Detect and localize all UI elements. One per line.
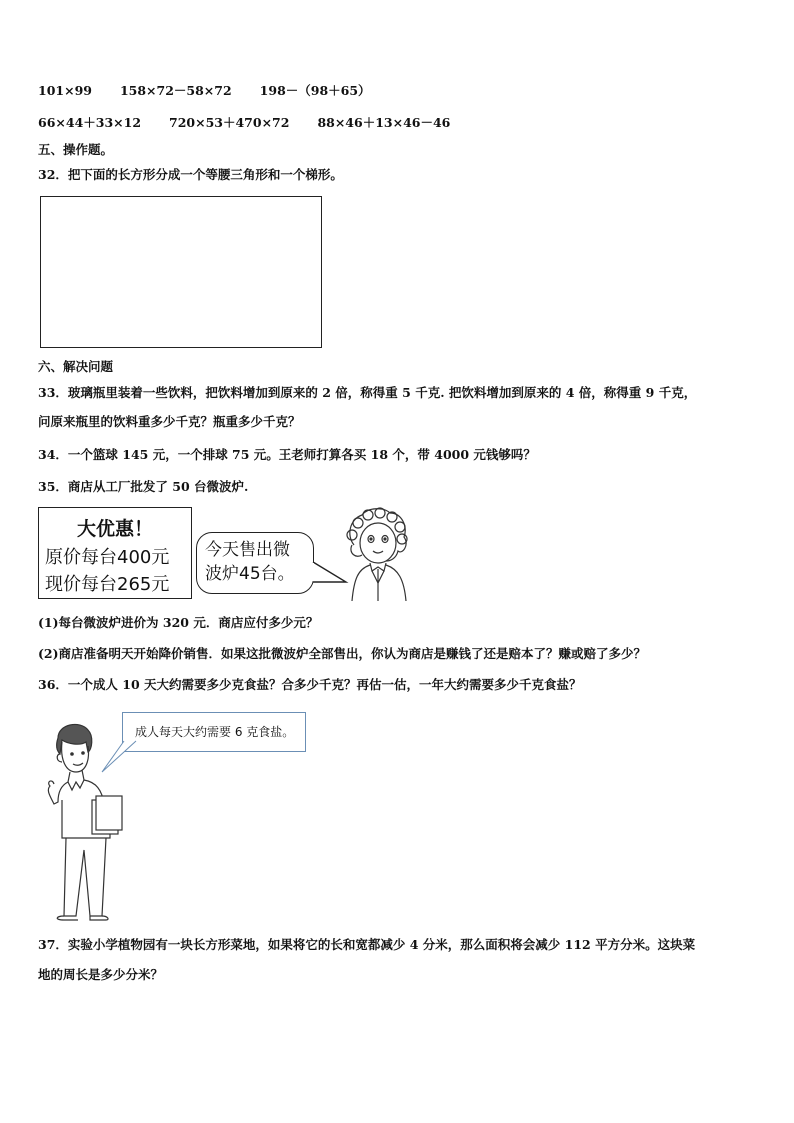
calc-expr: 198－（98＋65）: [259, 83, 371, 98]
sale-sign-original-price: 原价每台400元: [45, 547, 170, 568]
question-32: 32．把下面的长方形分成一个等腰三角形和一个梯形。: [38, 167, 343, 182]
speech-bubble-sales: [196, 532, 314, 594]
calc-expr: 88×46＋13×46－46: [317, 115, 451, 130]
shopkeeper-illustration-icon: [340, 505, 416, 605]
section-title-6: 六、解决问题: [38, 359, 114, 374]
question-35-sub-1: (1)每台微波炉进价为 320 元．商店应付多少元？: [38, 615, 319, 630]
sale-sign-current-price: 现价每台265元: [45, 574, 170, 595]
speech-bubble-salt: 成人每天大约需要 6 克食盐。: [122, 712, 306, 752]
bubble-line: 波炉45台。: [205, 564, 295, 584]
rectangle-figure: [40, 196, 322, 348]
question-37-line-1: 37．实验小学植物园有一块长方形菜地，如果将它的长和宽都减少 4 分米，那么面积将会减少 112 平方分米。这块菜: [38, 937, 696, 952]
sale-sign-title: 大优惠！: [76, 518, 153, 540]
question-33-line-2: 问原来瓶里的饮料重多少千克？瓶重多少千克？: [38, 414, 301, 429]
question-35-sub-2: (2)商店准备明天开始降价销售．如果这批微波炉全部售出，你认为商店是赚钱了还是赔本了？赚或赔了多少？: [38, 646, 647, 661]
question-37-line-2: 地的周长是多少分米？: [38, 967, 164, 982]
question-33-line-1: 33．玻璃瓶里装着一些饮料，把饮料增加到原来的 2 倍，称得重 5 千克. 把饮料增加到原来的 4 倍，称得重 9 千克，: [38, 385, 697, 400]
question-34: 34．一个篮球 145 元，一个排球 75 元。王老师打算各买 18 个，带 4000 元钱够吗？: [38, 447, 536, 462]
calc-expr: 720×53＋470×72: [169, 115, 290, 130]
bubble-line: 今天售出微: [205, 540, 290, 560]
calc-expr: 158×72－58×72: [119, 83, 232, 98]
man-illustration-icon: [36, 720, 136, 920]
calc-expr: 66×44＋33×12: [38, 115, 142, 130]
calc-row-1: [38, 82, 395, 100]
calc-row-2: [38, 114, 474, 132]
question-36: 36．一个成人 10 天大约需要多少克食盐？合多少千克？再估一估，一年大约需要多少千克食盐？: [38, 677, 582, 692]
sale-sign: [38, 507, 192, 599]
question-35: 35．商店从工厂批发了 50 台微波炉.: [38, 479, 249, 494]
section-title-5: 五、操作题。: [38, 142, 114, 157]
calc-expr: 101×99: [38, 83, 92, 98]
